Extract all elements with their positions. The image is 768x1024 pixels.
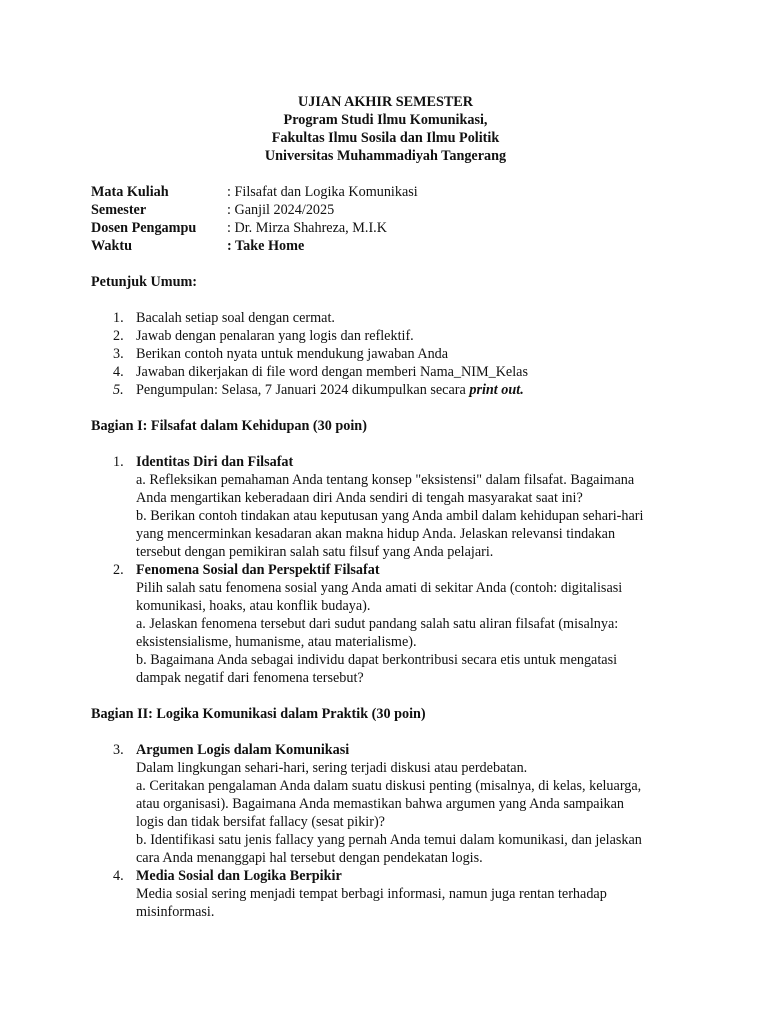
- meta-value: : Take Home: [227, 238, 305, 254]
- meta-label: Mata Kuliah: [91, 184, 169, 200]
- question-number: 1.: [113, 454, 124, 470]
- question-line: a. Ceritakan pengalaman Anda dalam suatu diskusi penting (misalnya, di kelas, keluarga,: [136, 778, 642, 794]
- instructions-list: [91, 309, 698, 399]
- list-item: [91, 363, 698, 381]
- meta-value: : Dr. Mirza Shahreza, M.I.K: [227, 220, 387, 236]
- question-line: Media sosial sering menjadi tempat berbagi informasi, namun juga rentan terhadap: [136, 886, 607, 902]
- section-1-title: Bagian I: Filsafat dalam Kehidupan (30 poin): [91, 418, 367, 434]
- meta-label: Waktu: [91, 238, 133, 254]
- list-item: [91, 381, 698, 399]
- header-faculty: Fakultas Ilmu Sosila dan Ilmu Politik: [271, 130, 500, 146]
- item-emphasis: print out.: [469, 382, 524, 398]
- question-line: Dalam lingkungan sehari-hari, sering terjadi diskusi atau perdebatan.: [136, 760, 528, 776]
- item-number: 3.: [113, 346, 124, 362]
- question-2: [91, 561, 698, 687]
- item-text: Bacalah setiap soal dengan cermat.: [136, 310, 335, 326]
- meta-value: : Filsafat dan Logika Komunikasi: [227, 184, 418, 200]
- item-number: 4.: [113, 364, 124, 380]
- list-item: [91, 345, 698, 363]
- meta-row-course: [91, 183, 698, 201]
- item-text: Jawaban dikerjakan di file word dengan memberi Nama_NIM_Kelas: [136, 364, 528, 380]
- meta-value: : Ganjil 2024/2025: [227, 202, 335, 218]
- question-line: Anda mengartikan keberadaan diri Anda sendiri di tengah masyarakat saat ini?: [136, 490, 583, 506]
- question-line: eksistensialisme, humanisme, atau materialisme).: [136, 634, 417, 650]
- question-line: b. Berikan contoh tindakan atau keputusan yang Anda ambil dalam kehidupan sehari-hari: [136, 508, 644, 524]
- question-line: dampak negatif dari fenomena tersebut?: [136, 670, 364, 686]
- question-line: misinformasi.: [136, 904, 215, 920]
- question-line: b. Identifikasi satu jenis fallacy yang pernah Anda temui dalam komunikasi, dan jelaskan: [136, 832, 642, 848]
- document-header: [73, 93, 698, 165]
- list-item: [91, 309, 698, 327]
- item-number: 1.: [113, 310, 124, 326]
- list-item: [91, 327, 698, 345]
- question-line: logis dan tidak bersifat fallacy (sesat pikir)?: [136, 814, 385, 830]
- item-text: Pengumpulan: Selasa, 7 Januari 2024 dikumpulkan secara: [136, 382, 470, 398]
- question-1: [91, 453, 698, 561]
- question-number: 3.: [113, 742, 124, 758]
- instructions-title: Petunjuk Umum:: [91, 274, 198, 290]
- meta-label: Semester: [91, 202, 147, 218]
- meta-label: Dosen Pengampu: [91, 220, 197, 236]
- question-title: Fenomena Sosial dan Perspektif Filsafat: [136, 562, 380, 578]
- question-line: cara Anda menanggapi hal tersebut dengan pendekatan logis.: [136, 850, 483, 866]
- question-line: a. Jelaskan fenomena tersebut dari sudut pandang salah satu aliran filsafat (misalnya:: [136, 616, 619, 632]
- section-2-questions: [91, 741, 698, 921]
- question-line: atau organisasi). Bagaimana Anda memastikan bahwa argumen yang Anda sampaikan: [136, 796, 625, 812]
- question-title: Media Sosial dan Logika Berpikir: [136, 868, 342, 884]
- header-title: UJIAN AKHIR SEMESTER: [297, 94, 473, 110]
- meta-row-time: [91, 237, 698, 255]
- item-number: 5.: [113, 382, 124, 398]
- question-line: b. Bagaimana Anda sebagai individu dapat berkontribusi secara etis untuk mengatasi: [136, 652, 618, 668]
- question-line: Pilih salah satu fenomena sosial yang Anda amati di sekitar Anda (contoh: digitalisasi: [136, 580, 623, 596]
- question-3: [91, 741, 698, 867]
- question-title: Identitas Diri dan Filsafat: [136, 454, 294, 470]
- question-title: Argumen Logis dalam Komunikasi: [136, 742, 350, 758]
- item-number: 2.: [113, 328, 124, 344]
- question-line: komunikasi, hoaks, atau konflik budaya).: [136, 598, 371, 614]
- question-number: 2.: [113, 562, 124, 578]
- question-line: a. Refleksikan pemahaman Anda tentang konsep "eksistensi" dalam filsafat. Bagaimana: [136, 472, 635, 488]
- question-4: [91, 867, 698, 921]
- question-line: yang mencerminkan kesadaran akan makna hidup Anda. Jelaskan relevansi tindakan: [136, 526, 616, 542]
- question-number: 4.: [113, 868, 124, 884]
- header-program: Program Studi Ilmu Komunikasi,: [283, 112, 488, 128]
- header-university: Universitas Muhammadiyah Tangerang: [264, 148, 507, 164]
- item-text: Berikan contoh nyata untuk mendukung jawaban Anda: [136, 346, 449, 362]
- meta-row-semester: [91, 201, 698, 219]
- item-text: Jawab dengan penalaran yang logis dan reflektif.: [136, 328, 414, 344]
- course-info: [91, 183, 698, 255]
- meta-row-lecturer: [91, 219, 698, 237]
- section-1-questions: [91, 453, 698, 687]
- section-2-title: Bagian II: Logika Komunikasi dalam Praktik (30 poin): [91, 706, 426, 722]
- question-line: tersebut dengan pemikiran salah satu filsuf yang Anda pelajari.: [136, 544, 494, 560]
